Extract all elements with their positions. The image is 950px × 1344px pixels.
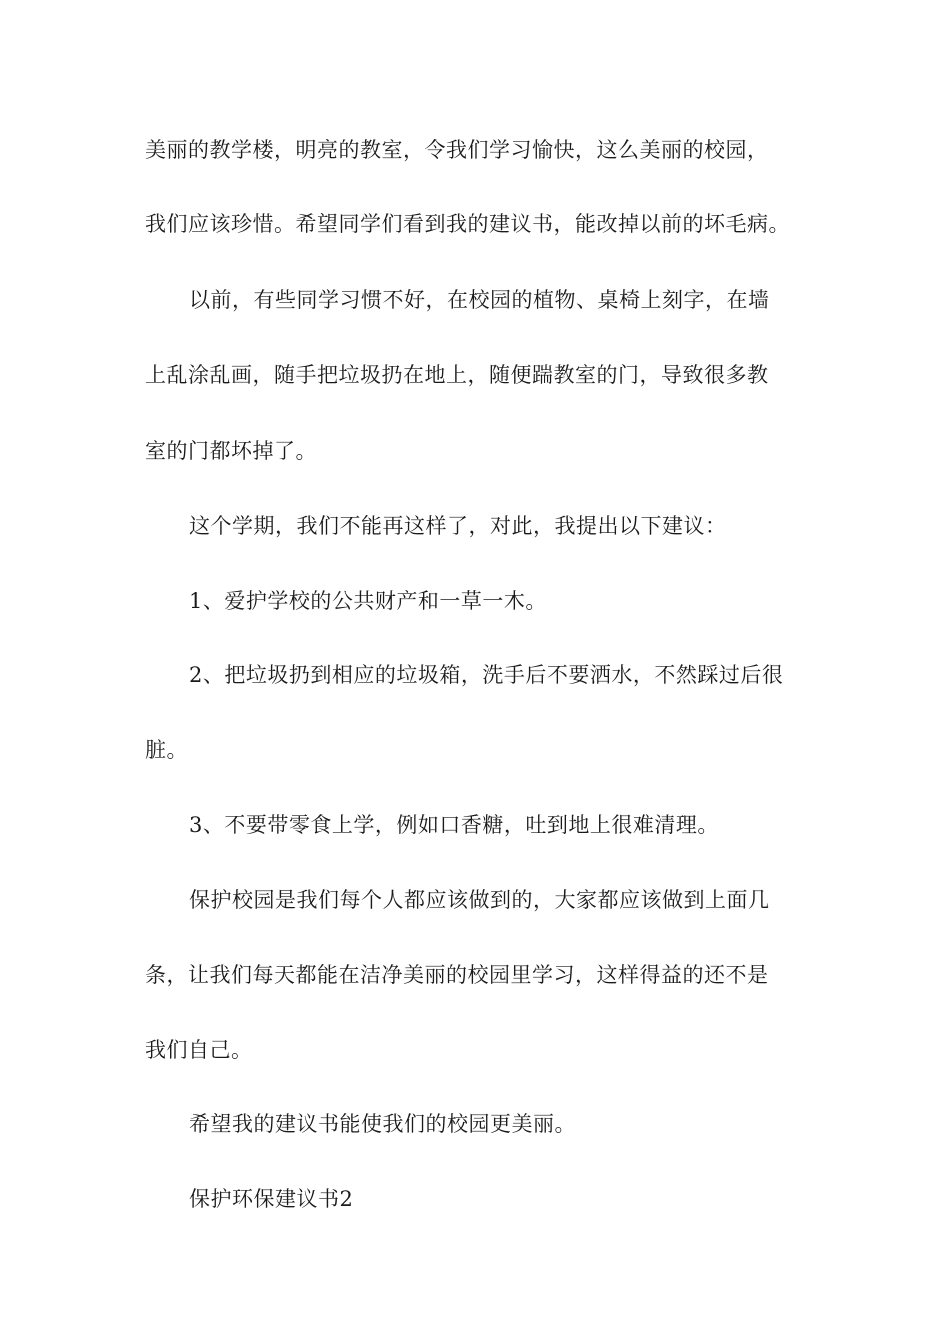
paragraph-line-7: 保护校园是我们每个人都应该做到的，大家都应该做到上面几 — [189, 888, 770, 912]
paragraph-line-9: 我们自己。 — [145, 1038, 253, 1062]
list-item-2: 2、把垃圾扔到相应的垃圾箱，洗手后不要洒水，不然踩过后很 — [189, 663, 784, 687]
paragraph-line-5: 室的门都坏掉了。 — [145, 439, 317, 463]
paragraph-line-1: 美丽的教学楼，明亮的教室，令我们学习愉快，这么美丽的校园， — [145, 138, 769, 162]
paragraph-line-10: 希望我的建议书能使我们的校园更美丽。 — [189, 1112, 576, 1136]
paragraph-line-3: 以前，有些同学习惯不好，在校园的植物、桌椅上刻字，在墙 — [189, 288, 770, 312]
list-item-2-continuation: 脏。 — [145, 738, 188, 762]
list-item-3: 3、不要带零食上学，例如口香糖，吐到地上很难清理。 — [189, 813, 719, 837]
paragraph-line-2: 我们应该珍惜。希望同学们看到我的建议书，能改掉以前的坏毛病。 — [145, 212, 790, 236]
section-heading: 保护环保建议书2 — [189, 1187, 354, 1211]
paragraph-line-4: 上乱涂乱画，随手把垃圾扔在地上，随便踹教室的门，导致很多教 — [145, 363, 769, 387]
paragraph-line-6: 这个学期，我们不能再这样了，对此，我提出以下建议： — [189, 514, 727, 538]
paragraph-line-8: 条，让我们每天都能在洁净美丽的校园里学习，这样得益的还不是 — [145, 963, 769, 987]
list-item-1: 1、爱护学校的公共财产和一草一木。 — [189, 589, 547, 613]
